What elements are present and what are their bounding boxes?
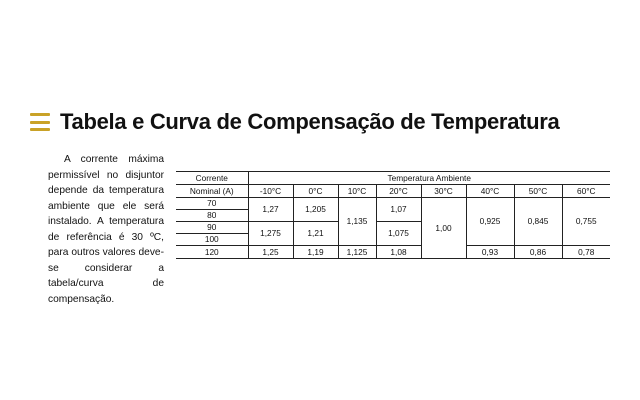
header-temp: 40°C (466, 185, 514, 198)
value-cell: 1,25 (248, 246, 293, 259)
header-temp: 20°C (376, 185, 421, 198)
value-cell: 1,075 (376, 222, 421, 246)
header-temp: 0°C (293, 185, 338, 198)
value-cell: 1,27 (248, 198, 293, 222)
description-text: A corrente máxima permissível no disjuntor depende da temperatura ambiente que ele será instalado. A temperatura de referência é 30 ºC, para outros valores deve-se considerar a tabela/curva de compensação. (48, 154, 164, 305)
header-temp: 30°C (421, 185, 466, 198)
value-cell: 1,00 (421, 198, 466, 259)
value-cell: 1,21 (293, 222, 338, 246)
value-cell: 0,925 (466, 198, 514, 246)
menu-icon[interactable] (30, 113, 50, 131)
value-cell: 1,07 (376, 198, 421, 222)
value-cell: 1,205 (293, 198, 338, 222)
value-cell: 0,93 (466, 246, 514, 259)
header-temp: 50°C (514, 185, 562, 198)
header-temp: 60°C (562, 185, 610, 198)
current-cell: 100 (176, 234, 248, 246)
header-corrente: Corrente (176, 172, 248, 185)
header-temp: 10°C (338, 185, 376, 198)
value-cell: 0,755 (562, 198, 610, 246)
value-cell: 0,78 (562, 246, 610, 259)
value-cell: 1,135 (338, 198, 376, 246)
compensation-table (176, 171, 610, 259)
description-paragraph (48, 152, 164, 307)
value-cell: 1,125 (338, 246, 376, 259)
value-cell: 0,86 (514, 246, 562, 259)
value-cell: 1,08 (376, 246, 421, 259)
header-nominal: Nominal (A) (176, 185, 248, 198)
heading (30, 104, 630, 140)
value-cell: 1,275 (248, 222, 293, 246)
current-cell: 70 (176, 198, 248, 210)
page-title: Tabela e Curva de Compensação de Temperatura (60, 109, 560, 134)
current-cell: 120 (176, 246, 248, 259)
header-temp: -10°C (248, 185, 293, 198)
header-temperatura-ambiente: Temperatura Ambiente (248, 172, 610, 185)
current-cell: 90 (176, 222, 248, 234)
current-cell: 80 (176, 210, 248, 222)
value-cell: 1,19 (293, 246, 338, 259)
value-cell: 0,845 (514, 198, 562, 246)
